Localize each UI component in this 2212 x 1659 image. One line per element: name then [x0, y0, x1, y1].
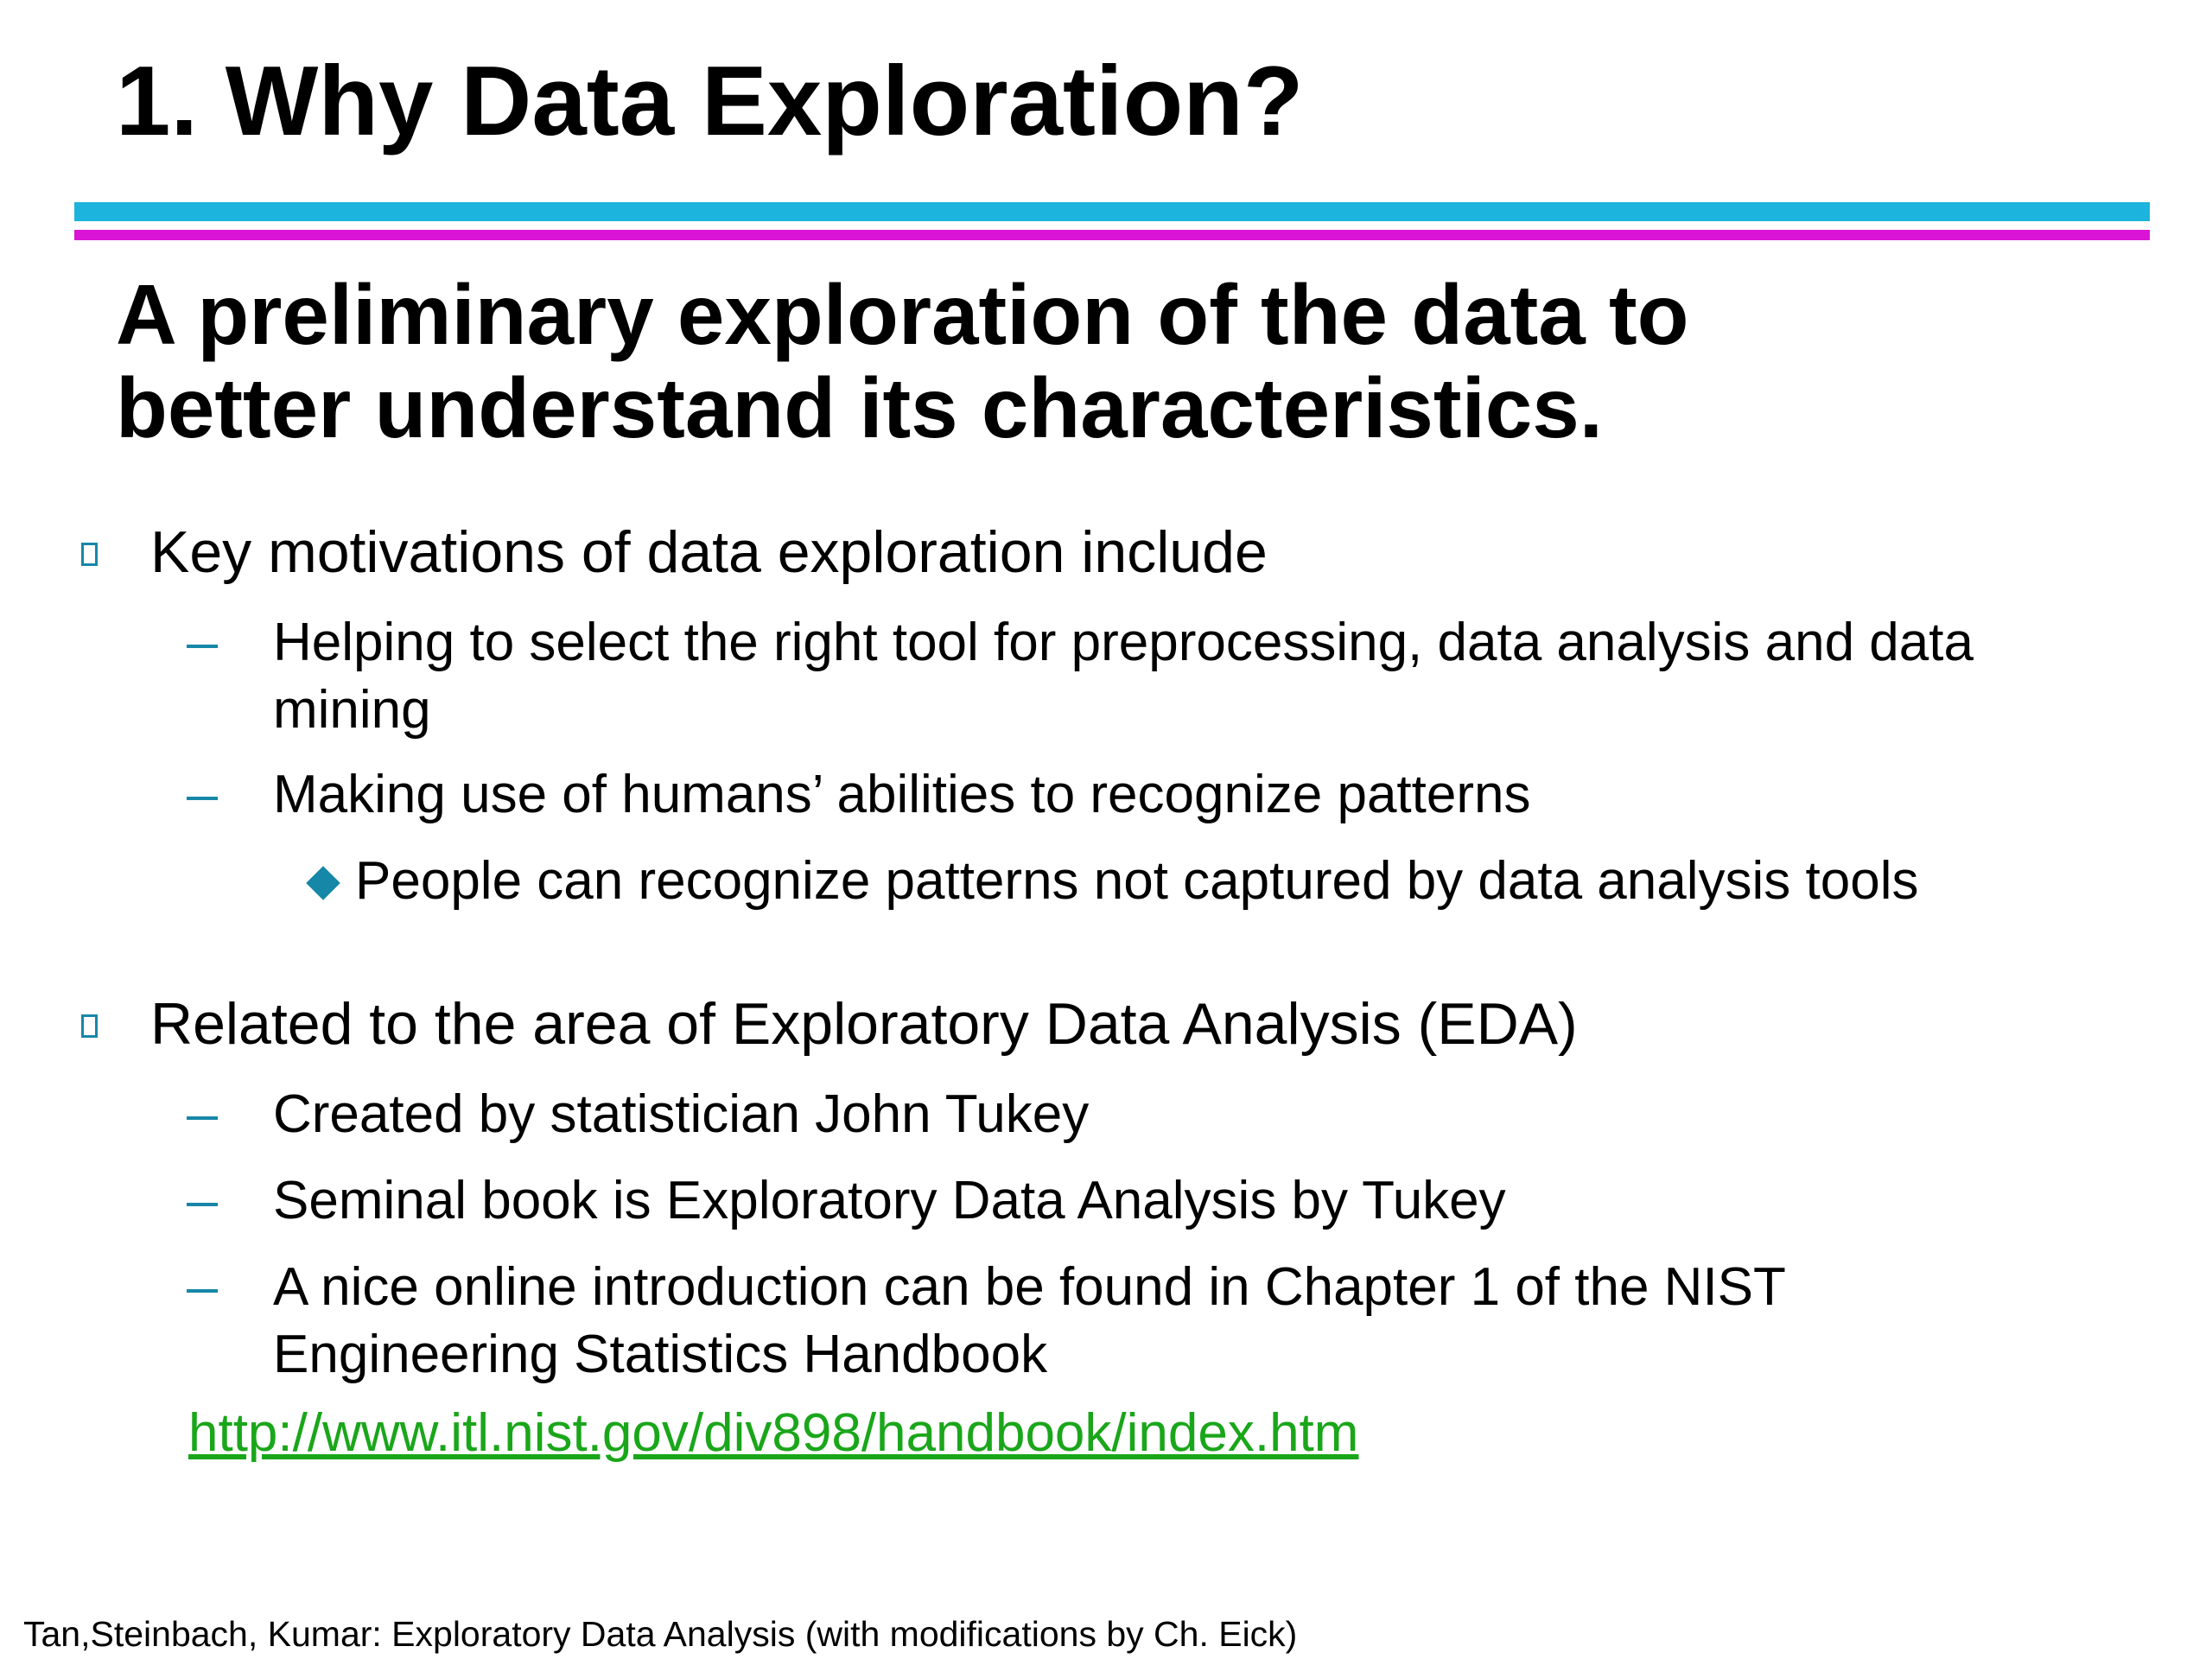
bullet-box-icon [81, 1014, 98, 1038]
subbullet-nist-intro-line-2: Engineering Statistics Handbook [273, 1325, 1048, 1384]
subtitle-line-1: A preliminary exploration of the data to [116, 267, 1689, 362]
bullet-key-motivations: Key motivations of data exploration include [150, 519, 1268, 585]
dash-icon [187, 1116, 218, 1120]
dash-icon [187, 1203, 218, 1206]
subbullet-select-tool-line-2: mining [273, 680, 431, 740]
bullet-related-eda: Related to the area of Exploratory Data Analysis (EDA) [150, 991, 1578, 1057]
subbullet-select-tool-line-1: Helping to select the right tool for preprocessing, data analysis and data [273, 613, 1974, 672]
detail-people-recognize: People can recognize patterns not captured by data analysis tools [355, 851, 1919, 911]
footer-credit: Tan,Steinbach, Kumar: Exploratory Data Analysis (with modifications by Ch. Eick) [23, 1614, 1298, 1654]
subbullet-human-abilities: Making use of humans’ abilities to recognize patterns [273, 765, 1531, 824]
subbullet-seminal-book: Seminal book is Exploratory Data Analysis by Tukey [273, 1171, 1506, 1230]
subtitle [116, 268, 1689, 454]
dash-icon [187, 645, 218, 648]
subbullet-nist-intro-line-1: A nice online introduction can be found in Chapter 1 of the NIST [273, 1257, 1786, 1317]
diamond-bullet-icon [306, 866, 340, 900]
dash-icon [187, 797, 218, 800]
title-rule-cyan [74, 202, 2150, 221]
title-rule-magenta [74, 230, 2150, 240]
nist-handbook-link[interactable]: http://www.itl.nist.gov/div898/handbook/index.htm [188, 1403, 1359, 1463]
subtitle-line-2: better understand its characteristics. [116, 360, 1604, 455]
dash-icon [187, 1289, 218, 1293]
subbullet-created-by: Created by statistician John Tukey [273, 1084, 1090, 1144]
slide-title: 1. Why Data Exploration? [116, 47, 1304, 156]
bullet-box-icon [81, 543, 98, 566]
